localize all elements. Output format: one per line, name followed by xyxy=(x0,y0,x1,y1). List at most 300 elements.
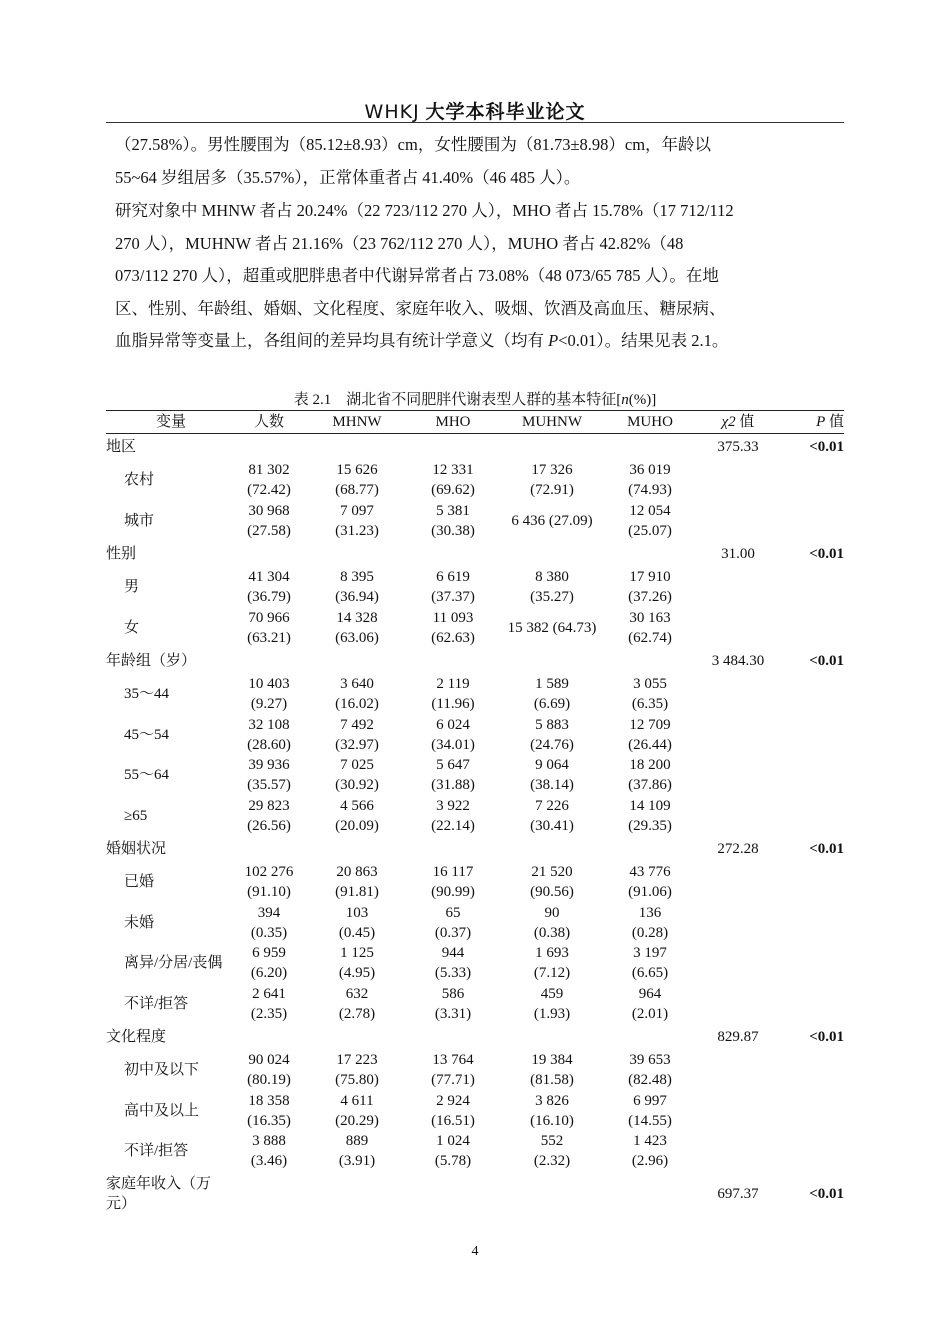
cell-value: (29.35) xyxy=(628,817,672,834)
empty-cell xyxy=(690,943,786,984)
cell-value: 632 xyxy=(345,985,369,1002)
table-cell xyxy=(302,460,412,501)
empty-cell xyxy=(786,796,844,837)
paragraph-line: 区、性别、年龄组、婚姻、文化程度、家庭年收入、吸烟、饮酒及高血压、糖尿病、 xyxy=(115,298,726,318)
paragraph-line: 270 人），MUHNW 者占 21.16%（23 762/112 270 人），MUHO 者占 42.82%（48 xyxy=(115,233,684,253)
cell-stack xyxy=(431,501,475,541)
column-header: MHO xyxy=(412,411,494,434)
table-cell xyxy=(302,608,412,649)
table-cell xyxy=(412,984,494,1025)
group-label: 文化程度 xyxy=(106,1029,167,1045)
row-label: 未婚 xyxy=(124,914,155,931)
table-cell xyxy=(610,862,690,903)
cell-value: (0.28) xyxy=(631,924,669,941)
cell-value: 14 109 xyxy=(629,797,671,814)
cell-stack xyxy=(435,903,471,943)
table-cell xyxy=(494,796,610,837)
empty-cell xyxy=(236,836,302,862)
header-title: 大学本科毕业论文 xyxy=(425,102,586,123)
group-label: 性别 xyxy=(106,546,137,562)
table-cell xyxy=(412,460,494,501)
cell-stack xyxy=(431,796,475,836)
table-cell xyxy=(412,1050,494,1091)
empty-cell xyxy=(690,715,786,756)
empty-cell xyxy=(786,903,844,944)
cell-value: 3 640 xyxy=(340,676,374,693)
empty-cell xyxy=(786,501,844,542)
empty-cell xyxy=(690,567,786,608)
table-cell xyxy=(236,943,302,984)
table-cell xyxy=(302,755,412,796)
table-cell xyxy=(610,1050,690,1091)
cell-stack xyxy=(530,715,574,755)
table-cell xyxy=(412,796,494,837)
paragraph-2 xyxy=(115,195,845,358)
chi2-value: 697.37 xyxy=(717,1185,759,1202)
empty-cell xyxy=(302,1172,412,1216)
cell-value: 14 328 xyxy=(336,609,378,626)
table-group-row xyxy=(106,434,844,461)
cell-stack xyxy=(632,1131,668,1171)
empty-cell xyxy=(690,1131,786,1172)
cell-value: (2.35) xyxy=(250,1005,288,1022)
empty-cell xyxy=(786,567,844,608)
paragraph-line: 073/112 270 人），超重或肥胖患者中代谢异常者占 73.08%（48 073/65 785 人）。在地 xyxy=(115,266,719,285)
table-cell xyxy=(610,1091,690,1132)
table-cell xyxy=(412,608,494,649)
cell-value: 39 936 xyxy=(248,757,290,774)
cell-value: (62.63) xyxy=(431,629,475,646)
table-cell xyxy=(610,501,690,542)
cell-stack xyxy=(628,862,672,902)
cell-stack xyxy=(251,984,287,1024)
cell-value: 32 108 xyxy=(248,716,290,733)
cell-stack xyxy=(534,1131,570,1171)
cell-value: 8 380 xyxy=(535,569,569,586)
characteristics-table xyxy=(106,410,844,1216)
cell-stack xyxy=(247,1050,291,1090)
table-cell xyxy=(412,755,494,796)
cell-stack xyxy=(628,501,672,541)
cell-stack xyxy=(431,715,475,755)
empty-cell xyxy=(690,1050,786,1091)
cell-stack xyxy=(534,943,570,983)
table-cell xyxy=(610,460,690,501)
cell-value: 30 968 xyxy=(248,502,290,519)
cell-stack xyxy=(431,1050,475,1090)
cell-value: (9.27) xyxy=(250,696,288,713)
table-row xyxy=(106,862,844,903)
cell-value: 2 641 xyxy=(252,985,286,1002)
cell-value: 65 xyxy=(445,904,461,921)
chi2-value: 375.33 xyxy=(717,439,759,455)
cell-value: 16 117 xyxy=(432,864,474,881)
cell-stack xyxy=(335,715,379,755)
table-row xyxy=(106,1131,844,1172)
table-cell xyxy=(236,674,302,715)
column-header: MHNW xyxy=(302,411,412,434)
cell-value: (16.35) xyxy=(247,1112,291,1129)
column-header: 变量 xyxy=(106,411,236,434)
empty-cell xyxy=(786,984,844,1025)
cell-value: (34.01) xyxy=(431,736,475,753)
cell-stack xyxy=(251,903,287,943)
cell-stack xyxy=(530,862,574,902)
cell-value: 12 331 xyxy=(432,462,474,479)
cell-value: (36.94) xyxy=(335,589,379,606)
cell-value: 11 093 xyxy=(432,609,474,626)
empty-cell xyxy=(690,862,786,903)
cell-stack xyxy=(530,1050,574,1090)
cell-value: (6.35) xyxy=(631,696,669,713)
cell-value: (2.01) xyxy=(631,1005,669,1022)
cell-value: (91.81) xyxy=(335,884,379,901)
cell-value: 7 226 xyxy=(535,797,569,814)
table-cell xyxy=(236,903,302,944)
cell-stack xyxy=(435,984,471,1024)
empty-cell xyxy=(494,434,610,461)
table-group-row xyxy=(106,1024,844,1050)
cell-value: 459 xyxy=(540,985,564,1002)
empty-cell xyxy=(494,1024,610,1050)
table-cell xyxy=(236,460,302,501)
cell-value: (2.96) xyxy=(631,1153,669,1170)
table-group-row xyxy=(106,1172,844,1216)
cell-value: 10 403 xyxy=(248,676,290,693)
cell-stack xyxy=(530,755,574,795)
cell-stack xyxy=(534,903,570,943)
row-label: 35～44 xyxy=(124,686,170,703)
table-cell xyxy=(494,1091,610,1132)
cell-value: 6 959 xyxy=(252,945,286,962)
cell-value: 17 326 xyxy=(531,462,573,479)
empty-cell xyxy=(302,434,412,461)
table-cell xyxy=(302,567,412,608)
empty-cell xyxy=(610,648,690,674)
p-value: <0.01 xyxy=(809,1029,844,1045)
cell-stack xyxy=(248,674,289,714)
cell-stack xyxy=(431,567,475,607)
table-cell xyxy=(610,984,690,1025)
empty-cell xyxy=(786,674,844,715)
cell-value: (0.35) xyxy=(250,924,288,941)
empty-cell xyxy=(412,836,494,862)
column-header: MUHNW xyxy=(494,411,610,434)
table-cell xyxy=(610,943,690,984)
table-cell xyxy=(412,501,494,542)
table-cell xyxy=(494,567,610,608)
table-cell xyxy=(302,862,412,903)
empty-cell xyxy=(302,541,412,567)
cell-value: 18 200 xyxy=(629,757,671,774)
table-row xyxy=(106,755,844,796)
row-label: 城市 xyxy=(124,512,155,529)
cell-stack xyxy=(534,674,570,714)
cell-value: (16.02) xyxy=(335,696,379,713)
cell-stack xyxy=(431,862,475,902)
cell-value: 41 304 xyxy=(248,569,290,586)
table-cell xyxy=(302,984,412,1025)
empty-cell xyxy=(412,1024,494,1050)
empty-cell xyxy=(786,1091,844,1132)
empty-cell xyxy=(494,1172,610,1216)
cell-value: (35.27) xyxy=(530,589,574,606)
row-label: 高中及以上 xyxy=(124,1102,200,1119)
cell-stack xyxy=(431,674,474,714)
cell-value: 20 863 xyxy=(336,864,378,881)
cell-value: 5 883 xyxy=(535,716,569,733)
empty-cell xyxy=(786,608,844,649)
cell-value: (22.14) xyxy=(431,817,475,834)
table-cell xyxy=(494,715,610,756)
cell-stack xyxy=(245,862,294,902)
cell-stack xyxy=(247,501,291,541)
group-label: 年龄组（岁） xyxy=(106,653,197,669)
empty-cell xyxy=(690,608,786,649)
cell-value: 3 888 xyxy=(252,1133,286,1150)
table-cell xyxy=(610,796,690,837)
table-cell xyxy=(302,1091,412,1132)
empty-cell xyxy=(690,460,786,501)
empty-cell xyxy=(302,648,412,674)
cell-stack xyxy=(335,608,379,648)
empty-cell xyxy=(412,1172,494,1216)
table-row xyxy=(106,984,844,1025)
cell-value: (3.46) xyxy=(250,1153,288,1170)
table-cell xyxy=(236,567,302,608)
cell-value: 70 966 xyxy=(248,609,290,626)
cell-stack xyxy=(339,943,375,983)
cell-stack xyxy=(530,796,574,836)
table-cell xyxy=(412,903,494,944)
empty-cell xyxy=(412,434,494,461)
chi2-value: 31.00 xyxy=(721,546,755,562)
cell-value: (11.96) xyxy=(431,696,475,713)
empty-cell xyxy=(494,836,610,862)
cell-stack xyxy=(335,460,379,500)
empty-cell xyxy=(610,541,690,567)
cell-value: (7.12) xyxy=(533,965,571,982)
cell-value: 8 395 xyxy=(340,569,374,586)
cell-value: (20.29) xyxy=(335,1112,379,1129)
table-cell xyxy=(302,1050,412,1091)
running-header xyxy=(106,97,844,124)
cell-value: (27.58) xyxy=(247,522,291,539)
cell-stack xyxy=(511,511,592,531)
group-label: 家庭年收入（万元） xyxy=(106,1175,212,1212)
empty-cell xyxy=(690,674,786,715)
cell-value: (30.38) xyxy=(431,522,475,539)
table-cell xyxy=(494,501,610,542)
cell-stack xyxy=(530,1091,574,1131)
page-number: 4 xyxy=(471,1244,479,1259)
cell-stack xyxy=(247,755,291,795)
table-caption xyxy=(106,388,844,409)
cell-stack xyxy=(628,755,672,795)
cell-stack xyxy=(251,1131,287,1171)
empty-cell xyxy=(302,836,412,862)
table-row xyxy=(106,567,844,608)
table-cell xyxy=(610,903,690,944)
cell-stack xyxy=(335,1091,379,1131)
table-cell xyxy=(302,501,412,542)
cell-value: (80.19) xyxy=(247,1072,291,1089)
cell-stack xyxy=(632,903,668,943)
cell-value: 6 997 xyxy=(633,1092,667,1109)
cell-value: 29 823 xyxy=(248,797,290,814)
cell-value: 102 276 xyxy=(244,864,294,881)
cell-value: (62.74) xyxy=(628,629,672,646)
cell-value: (63.21) xyxy=(247,629,291,646)
table-cell xyxy=(236,755,302,796)
table-group-row xyxy=(106,648,844,674)
cell-value: 9 064 xyxy=(535,757,569,774)
table-caption-text: 表 2.1 湖北省不同肥胖代谢表型人群的基本特征[n(%)] xyxy=(293,392,657,408)
row-label: 男 xyxy=(124,579,140,596)
cell-value: (38.14) xyxy=(530,777,574,794)
row-label: 55～64 xyxy=(124,767,170,784)
table-cell xyxy=(494,608,610,649)
cell-value: (37.86) xyxy=(628,777,672,794)
cell-value: 1 693 xyxy=(535,945,569,962)
empty-cell xyxy=(236,1172,302,1216)
cell-stack xyxy=(431,1091,475,1131)
empty-cell xyxy=(236,434,302,461)
empty-cell xyxy=(786,715,844,756)
empty-cell xyxy=(690,1091,786,1132)
cell-stack xyxy=(628,608,672,648)
cell-value: (6.69) xyxy=(533,696,571,713)
cell-value: (69.62) xyxy=(431,482,475,499)
header-rule xyxy=(106,122,844,123)
paragraph-line: 血脂异常等变量上，各组间的差异均具有统计学意义（均有 P<0.01）。结果见表 2.1。 xyxy=(115,331,729,350)
cell-value: 964 xyxy=(638,985,662,1002)
cell-value: (31.23) xyxy=(335,522,379,539)
cell-stack xyxy=(335,862,379,902)
header-brand: WHKJ xyxy=(364,101,420,123)
empty-cell xyxy=(610,836,690,862)
table-cell xyxy=(236,1050,302,1091)
p-value: <0.01 xyxy=(809,841,844,857)
cell-value: 5 381 xyxy=(436,502,470,519)
row-label: 女 xyxy=(124,619,140,636)
cell-value: 3 197 xyxy=(633,945,667,962)
table-cell xyxy=(302,943,412,984)
table-cell xyxy=(302,674,412,715)
cell-value: 136 xyxy=(638,904,662,921)
table-cell xyxy=(236,715,302,756)
cell-value: (31.88) xyxy=(431,777,475,794)
table-cell xyxy=(236,796,302,837)
table-cell xyxy=(412,943,494,984)
table-cell xyxy=(412,715,494,756)
cell-value: 552 xyxy=(540,1133,564,1150)
table-row xyxy=(106,903,844,944)
table-cell xyxy=(610,755,690,796)
cell-value: 4 566 xyxy=(340,797,374,814)
table-cell xyxy=(610,674,690,715)
table-cell xyxy=(494,862,610,903)
cell-value: (77.71) xyxy=(431,1072,475,1089)
cell-value: (35.57) xyxy=(247,777,291,794)
cell-value: (6.65) xyxy=(631,965,669,982)
cell-value: 3 055 xyxy=(633,676,667,693)
cell-stack xyxy=(435,943,471,983)
empty-cell xyxy=(690,796,786,837)
cell-value: 394 xyxy=(257,904,281,921)
empty-cell xyxy=(494,648,610,674)
cell-value: (3.91) xyxy=(338,1153,376,1170)
p-value: <0.01 xyxy=(809,439,844,455)
empty-cell xyxy=(786,862,844,903)
cell-stack xyxy=(628,1091,672,1131)
cell-value: 3 826 xyxy=(535,1092,569,1109)
cell-value: 17 910 xyxy=(629,569,671,586)
table-cell xyxy=(610,567,690,608)
empty-cell xyxy=(302,1024,412,1050)
cell-stack xyxy=(628,715,672,755)
cell-stack xyxy=(632,943,668,983)
cell-value: (68.77) xyxy=(335,482,379,499)
table-cell xyxy=(412,674,494,715)
table-group-row xyxy=(106,541,844,567)
table-cell xyxy=(494,943,610,984)
cell-value: (37.26) xyxy=(628,589,672,606)
empty-cell xyxy=(412,648,494,674)
empty-cell xyxy=(786,1131,844,1172)
cell-value: 36 019 xyxy=(629,462,671,479)
table-cell xyxy=(302,903,412,944)
cell-value: 4 611 xyxy=(340,1092,374,1109)
empty-cell xyxy=(690,755,786,796)
cell-value: 21 520 xyxy=(531,864,573,881)
table-cell xyxy=(494,903,610,944)
cell-stack xyxy=(247,715,291,755)
empty-cell xyxy=(494,541,610,567)
cell-value: 13 764 xyxy=(432,1052,474,1069)
cell-stack xyxy=(335,501,379,541)
row-label: ≥65 xyxy=(124,807,148,824)
table-cell xyxy=(412,862,494,903)
cell-value: (90.99) xyxy=(431,884,475,901)
cell-value: (16.10) xyxy=(530,1112,574,1129)
cell-value: (82.48) xyxy=(628,1072,672,1089)
column-header: 人数 xyxy=(236,411,302,434)
table-cell xyxy=(412,567,494,608)
cell-value: (74.93) xyxy=(628,482,672,499)
cell-stack xyxy=(431,608,475,648)
cell-stack xyxy=(339,1131,375,1171)
empty-cell xyxy=(690,903,786,944)
cell-value: (30.92) xyxy=(335,777,379,794)
table-row xyxy=(106,796,844,837)
cell-value: 103 xyxy=(345,904,369,921)
cell-value: (81.58) xyxy=(530,1072,574,1089)
column-header: χ2 值 xyxy=(690,411,786,434)
cell-value: (26.44) xyxy=(628,736,672,753)
empty-cell xyxy=(690,501,786,542)
cell-value: (32.97) xyxy=(335,736,379,753)
cell-value: 18 358 xyxy=(248,1092,290,1109)
cell-stack xyxy=(508,618,597,638)
cell-value: 7 097 xyxy=(340,502,374,519)
column-header: P 值 xyxy=(786,411,844,434)
cell-value: (24.76) xyxy=(530,736,574,753)
group-label: 婚姻状况 xyxy=(106,841,167,857)
cell-value: (72.91) xyxy=(530,482,574,499)
cell-value: 90 xyxy=(544,904,560,921)
cell-stack xyxy=(628,567,672,607)
